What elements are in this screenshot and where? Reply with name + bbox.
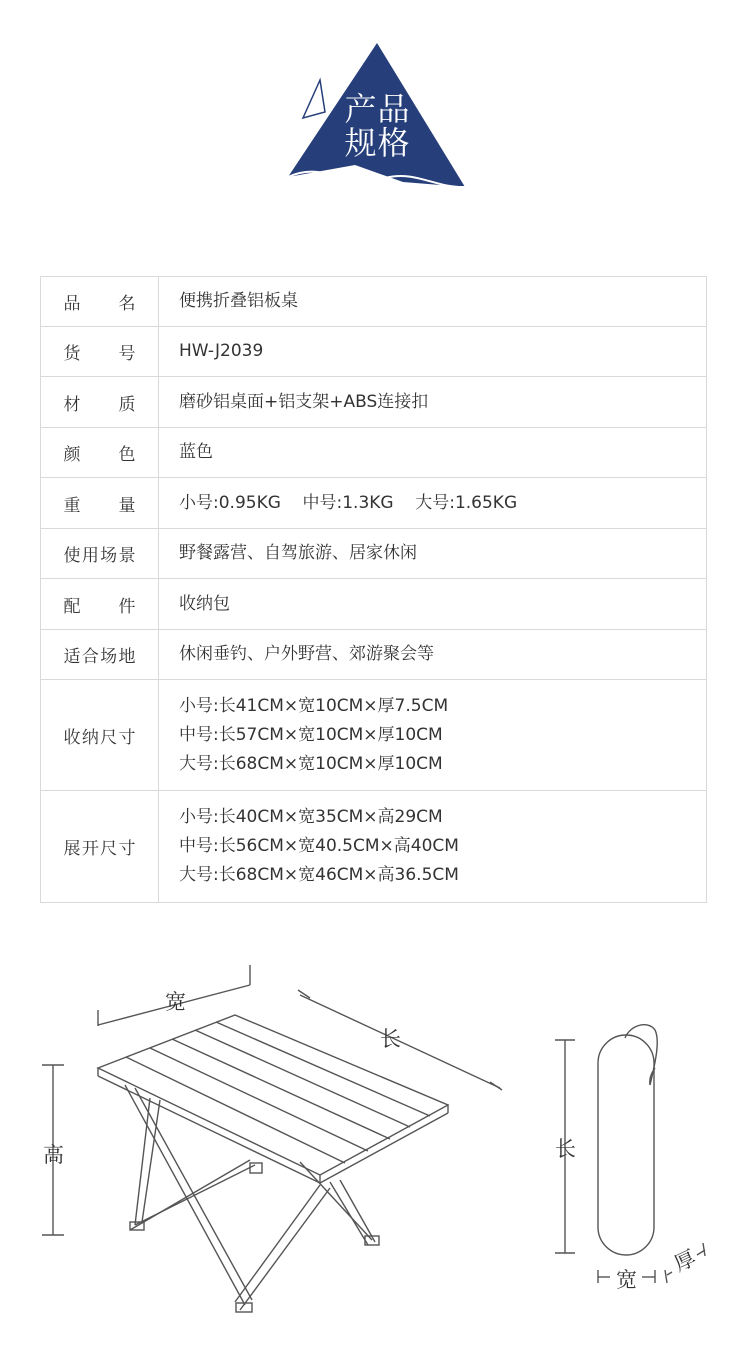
table-row <box>41 529 707 579</box>
spec-value: HW-J2039 <box>159 327 707 377</box>
spec-value: 小号:0.95KG 中号:1.3KG 大号:1.65KG <box>159 478 707 529</box>
spec-label: 货号 <box>41 327 159 377</box>
bag-width-label: 宽 <box>616 1268 637 1292</box>
spec-label: 重量 <box>41 478 159 529</box>
spec-label: 使用场景 <box>41 529 159 579</box>
table-row <box>41 428 707 478</box>
table-length-label: 长 <box>380 1027 401 1051</box>
spec-value: 便携折叠铝板桌 <box>159 277 707 327</box>
spec-value: 休闲垂钓、户外野营、郊游聚会等 <box>159 630 707 680</box>
spec-value: 蓝色 <box>159 428 707 478</box>
spec-table <box>40 276 707 903</box>
table-row <box>41 277 707 327</box>
spec-label: 展开尺寸 <box>41 791 159 903</box>
spec-value <box>159 680 707 791</box>
dimension-diagram <box>0 940 750 1359</box>
header-badge <box>285 40 470 190</box>
table-row <box>41 377 707 428</box>
table-row <box>41 579 707 630</box>
spec-label: 收纳尺寸 <box>41 680 159 791</box>
bag-thickness-label: 厚 <box>670 1245 700 1277</box>
table-row <box>41 478 707 529</box>
table-row <box>41 630 707 680</box>
spec-label: 配件 <box>41 579 159 630</box>
title-line-2: 规格 <box>344 124 411 162</box>
spec-value: 野餐露营、自驾旅游、居家休闲 <box>159 529 707 579</box>
table-row <box>41 791 707 903</box>
table-row <box>41 680 707 791</box>
spec-label: 材质 <box>41 377 159 428</box>
size-line: 中号:长57CM×宽10CM×厚10CM <box>179 724 443 745</box>
folding-table-drawing <box>0 940 750 1359</box>
bag-length-label: 长 <box>555 1137 576 1161</box>
spec-value: 收纳包 <box>159 579 707 630</box>
spec-value <box>159 791 707 903</box>
spec-label: 适合场地 <box>41 630 159 680</box>
page-title <box>285 92 470 160</box>
size-line: 小号:长40CM×宽35CM×高29CM <box>179 807 443 827</box>
size-line: 小号:长41CM×宽10CM×厚7.5CM <box>179 695 449 716</box>
spec-label: 颜色 <box>41 428 159 478</box>
spec-value: 磨砂铝桌面+铝支架+ABS连接扣 <box>159 377 707 428</box>
size-line: 大号:长68CM×宽46CM×高36.5CM <box>179 865 459 885</box>
spec-label: 品名 <box>41 277 159 327</box>
table-height-label: 高 <box>43 1143 64 1167</box>
table-width-label: 宽 <box>165 990 186 1014</box>
title-line-1: 产品 <box>344 90 411 128</box>
size-line: 大号:长68CM×宽10CM×厚10CM <box>179 753 443 774</box>
size-line: 中号:长56CM×宽40.5CM×高40CM <box>179 836 459 856</box>
table-row <box>41 327 707 377</box>
